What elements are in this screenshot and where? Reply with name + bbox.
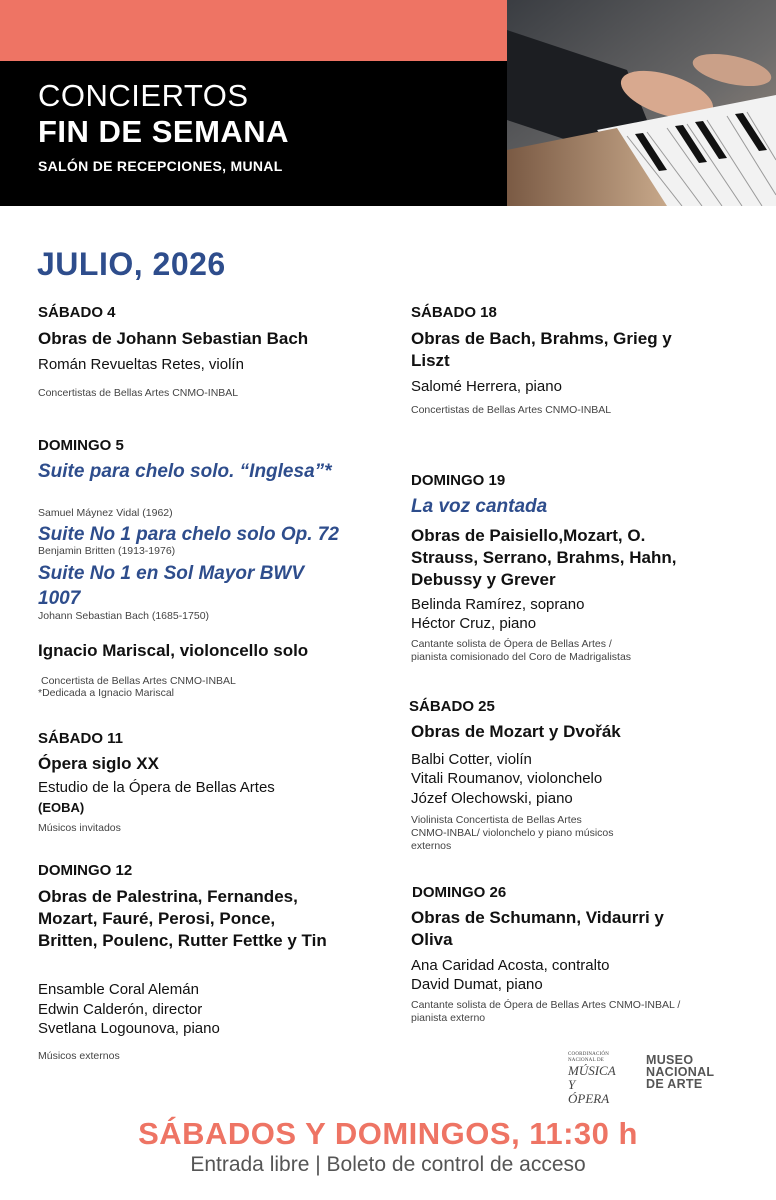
event-work-title: Suite No 1 en Sol Mayor BWV 1007 bbox=[38, 563, 305, 609]
event-performer: Balbi Cotter, violín bbox=[411, 751, 532, 768]
logo-opera-text: ÓPERA bbox=[568, 1091, 610, 1106]
event-day: SÁBADO 25 bbox=[409, 698, 495, 715]
event-note: pianista comisionado del Coro de Madrigalistas bbox=[411, 651, 632, 663]
event-performer: Héctor Cruz, piano bbox=[411, 615, 537, 632]
month-heading: JULIO, 2026 bbox=[37, 246, 226, 282]
event-day: SÁBADO 4 bbox=[38, 304, 116, 321]
logo-de-arte-text: DE ARTE bbox=[646, 1077, 703, 1091]
event-composer: Samuel Máynez Vidal (1962) bbox=[38, 507, 173, 519]
piano-photo-illustration bbox=[507, 0, 776, 206]
event-day: SÁBADO 11 bbox=[38, 730, 124, 747]
event-note: Concertistas de Bellas Artes CNMO-INBAL bbox=[411, 404, 612, 416]
event-note: CNMO-INBAL/ violonchelo y piano músicos bbox=[411, 827, 614, 839]
logo-nacional-text: NACIONAL bbox=[646, 1065, 715, 1079]
event-day: DOMINGO 19 bbox=[411, 472, 506, 489]
event-day: DOMINGO 5 bbox=[38, 437, 124, 454]
event-work: Obras de Schumann, Vidaurri y Oliva bbox=[411, 908, 664, 949]
logo-museo-text: MUSEO bbox=[646, 1053, 694, 1067]
header-title-line2: FIN DE SEMANA bbox=[38, 114, 290, 149]
event-day: DOMINGO 12 bbox=[38, 862, 133, 879]
event-performer: Belinda Ramírez, soprano bbox=[411, 596, 585, 613]
event-work: Obras de Paisiello,Mozart, O. Strauss, Serrano, Brahms, Hahn, Debussy y Grever bbox=[411, 526, 677, 589]
footer-entry: Entrada libre | Boleto de control de acceso bbox=[190, 1153, 586, 1176]
event-performer: Ensamble Coral Alemán bbox=[38, 981, 199, 998]
event-performer: Román Revueltas Retes, violín bbox=[38, 356, 244, 373]
event-performer: Ignacio Mariscal, violoncello solo bbox=[38, 641, 309, 660]
event-note: Músicos invitados bbox=[38, 822, 121, 834]
header-banner bbox=[0, 0, 776, 206]
event-performer: Józef Olechowski, piano bbox=[411, 790, 573, 807]
sponsor-logos bbox=[568, 1052, 738, 1106]
event-note: Cantante solista de Ópera de Bellas Artes / bbox=[411, 638, 612, 650]
event-work-title: Suite para chelo solo. “Inglesa”* bbox=[38, 461, 332, 482]
event-note: Concertista de Bellas Artes CNMO-INBAL bbox=[41, 675, 236, 687]
header-title-line1: CONCIERTOS bbox=[38, 78, 249, 113]
event-performer: Estudio de la Ópera de Bellas Artes bbox=[38, 779, 275, 796]
logo-musica-text: MÚSICA Y bbox=[568, 1063, 616, 1092]
logo-coordinacion-text: COORDINACIÓN NACIONAL DE bbox=[568, 1052, 610, 1063]
event-note: Concertistas de Bellas Artes CNMO-INBAL bbox=[38, 387, 239, 399]
event-work: Obras de Palestrina, Fernandes, Mozart, Fauré, Perosi, Ponce, Britten, Poulenc, Rutter Fettke y Tin bbox=[38, 887, 327, 950]
event-composer: Benjamin Britten (1913-1976) bbox=[38, 545, 176, 557]
event-performer: Ana Caridad Acosta, contralto bbox=[411, 957, 610, 974]
event-day: SÁBADO 18 bbox=[411, 304, 497, 321]
coral-band bbox=[0, 0, 507, 61]
event-work: Obras de Johann Sebastian Bach bbox=[38, 329, 309, 348]
event-note: externos bbox=[411, 840, 452, 852]
event-note: Cantante solista de Ópera de Bellas Artes CNMO-INBAL / bbox=[411, 999, 681, 1011]
header-venue: SALÓN DE RECEPCIONES, MUNAL bbox=[38, 158, 283, 174]
event-performer-abbr: (EOBA) bbox=[38, 800, 85, 815]
event-performer: Svetlana Logounova, piano bbox=[38, 1020, 220, 1037]
event-note: *Dedicada a Ignacio Mariscal bbox=[38, 687, 174, 699]
event-performer: Vitali Roumanov, violonchelo bbox=[411, 770, 603, 787]
event-day: DOMINGO 26 bbox=[412, 884, 507, 901]
piano-hands-photo bbox=[507, 0, 776, 206]
event-performer: Edwin Calderón, director bbox=[38, 1001, 203, 1018]
footer-schedule: SÁBADOS Y DOMINGOS, 11:30 h bbox=[138, 1116, 638, 1151]
musica-opera-logo bbox=[568, 1052, 620, 1106]
event-note: Violinista Concertista de Bellas Artes bbox=[411, 814, 582, 826]
event-work: Obras de Mozart y Dvořák bbox=[411, 722, 621, 741]
event-composer: Johann Sebastian Bach (1685-1750) bbox=[38, 610, 210, 622]
event-work-title: Suite No 1 para chelo solo Op. 72 bbox=[38, 524, 339, 545]
event-series-title: La voz cantada bbox=[411, 496, 548, 517]
event-note: Músicos externos bbox=[38, 1050, 120, 1062]
event-note: pianista externo bbox=[411, 1012, 486, 1024]
munal-logo bbox=[646, 1054, 714, 1090]
event-work: Ópera siglo XX bbox=[38, 754, 159, 773]
event-performer: Salomé Herrera, piano bbox=[411, 378, 562, 395]
event-work: Obras de Bach, Brahms, Grieg y Liszt bbox=[411, 329, 672, 370]
event-performer: David Dumat, piano bbox=[411, 976, 543, 993]
